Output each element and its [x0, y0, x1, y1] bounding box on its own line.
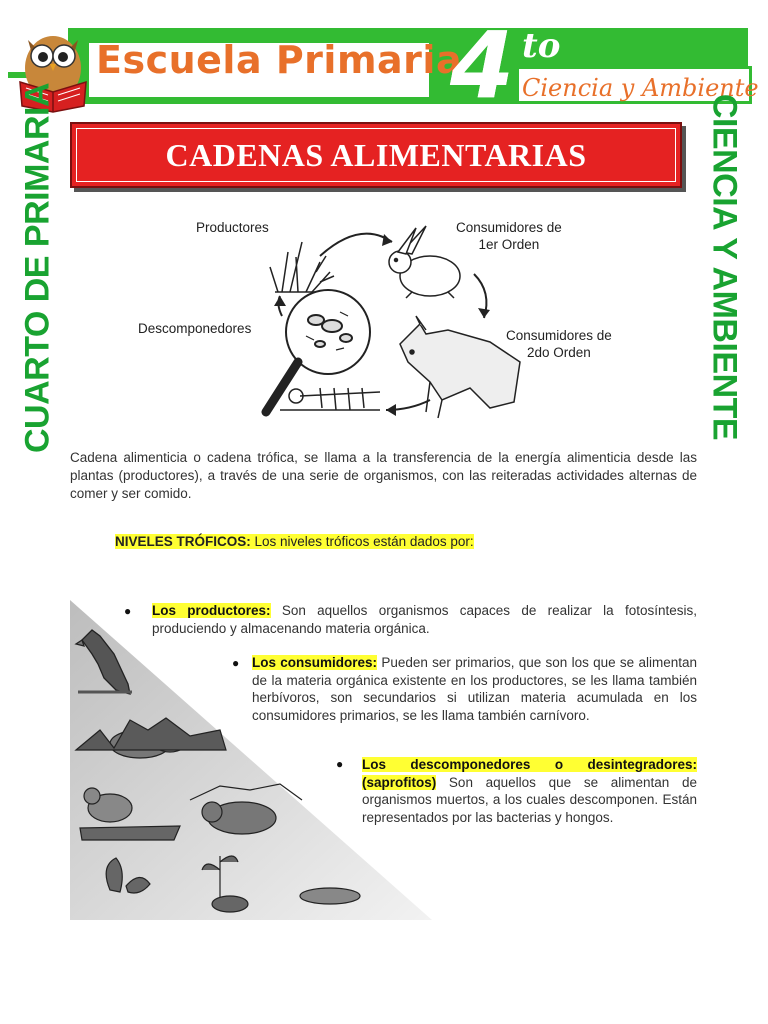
- item-productores-text: Son aquellos organismos capaces de realizar la fotosíntesis, produciendo y almacenando materia orgánica.: [152, 603, 697, 636]
- label-productores: Productores: [196, 220, 269, 235]
- label-consumidores-2-line2: 2do Orden: [527, 344, 591, 360]
- grade-suffix: to: [522, 26, 561, 66]
- label-consumidores-1-line2: 1er Orden: [478, 236, 540, 252]
- item-consumidores-term: Los consumidores:: [252, 655, 378, 670]
- niveles-text: Los niveles tróficos están dados por:: [250, 534, 474, 549]
- bullet-icon: ●: [336, 757, 344, 771]
- skeleton-icon: [280, 388, 380, 410]
- item-consumidores-text: Pueden ser primarios, que son los que se alimentan de la materia orgánica existente en los productores, se les llama también herbívoros, son secundarios si utilizan materia acumulada en los consumidores primarios, se les llama también carnívoro.: [252, 655, 697, 723]
- side-label-right: [700, 93, 748, 441]
- school-name: Escuela Primaria: [96, 38, 463, 82]
- fox-icon: [400, 316, 520, 418]
- item-descomponedores-text: Son aquellos que se alimentan de organismos muertos, a los cuales descomponen. Están representados por las bacterias y hongos.: [362, 774, 697, 825]
- header-banner: [8, 12, 759, 119]
- item-productores: [152, 602, 697, 637]
- side-right-text: CIENCIA Y AMBIENTE: [705, 93, 744, 441]
- niveles-label: NIVELES TRÓFICOS:: [115, 534, 251, 549]
- rabbit-icon: [389, 226, 460, 298]
- niveles-heading: [115, 534, 474, 549]
- item-consumidores: [252, 654, 697, 724]
- item-descomponedores-term: Los descomponedores o desintegradores: (saprofitos): [362, 757, 697, 790]
- food-chain-diagram: [130, 212, 650, 432]
- side-label-left: [14, 82, 62, 454]
- page-title: CADENAS ALIMENTARIAS: [165, 137, 587, 173]
- side-left-text: CUARTO DE PRIMARIA: [18, 82, 57, 454]
- page-title-box: [70, 122, 682, 188]
- diagram-illustration: [130, 212, 650, 432]
- intro-paragraph: Cadena alimenticia o cadena trófica, se llama a la transferencia de la energía alimenticia desde las plantas (productores), a través de una serie de organismos, con las reiteradas actividades alternas de comer y ser comido.: [70, 450, 697, 502]
- item-productores-term: Los productores:: [152, 603, 271, 618]
- grade-number: 4: [450, 12, 515, 119]
- bullet-icon: ●: [124, 604, 132, 618]
- label-consumidores-2-line1: Consumidores de: [506, 328, 612, 343]
- item-descomponedores: [362, 756, 697, 826]
- grass-icon: [270, 242, 334, 292]
- subject-name: Ciencia y Ambiente: [522, 74, 759, 102]
- bullet-icon: ●: [232, 656, 240, 670]
- label-descomponedores: Descomponedores: [138, 321, 252, 336]
- label-consumidores-1-line1: Consumidores de: [456, 220, 562, 235]
- arrow-1-icon: [320, 234, 392, 256]
